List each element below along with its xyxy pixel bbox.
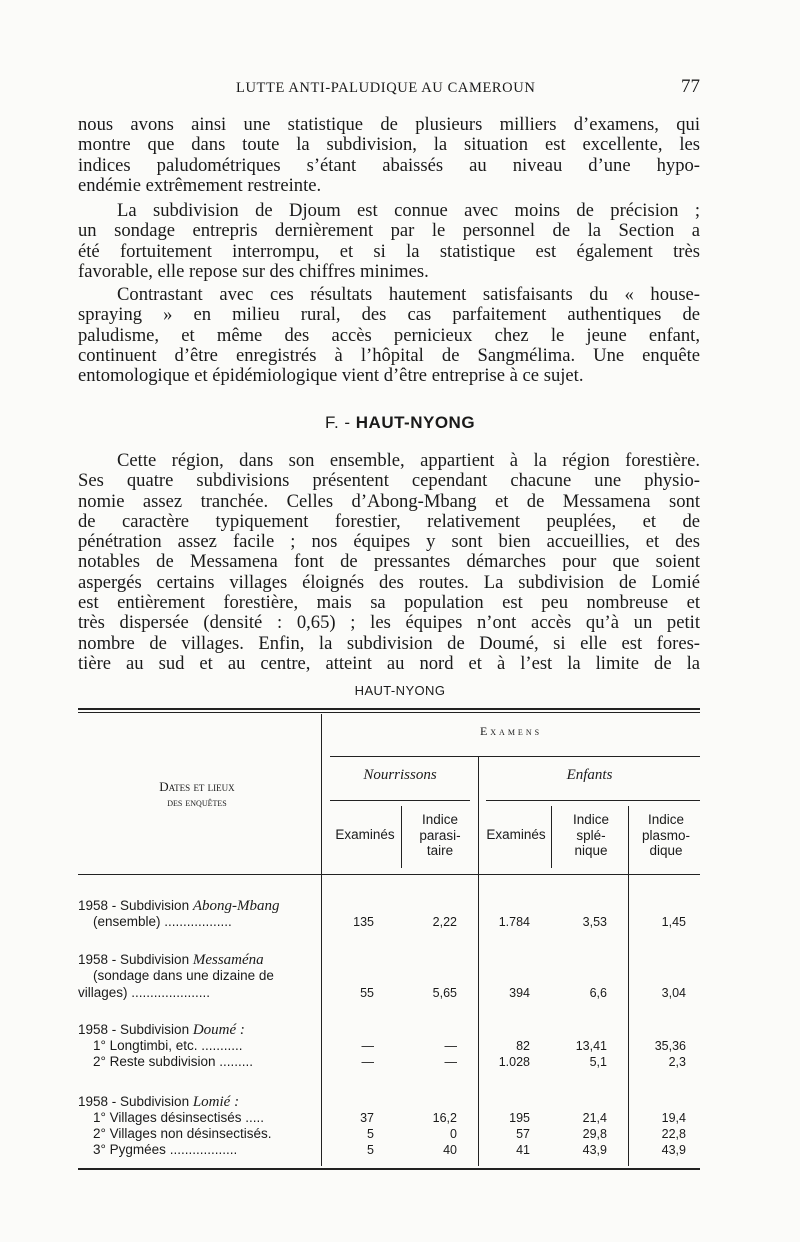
- row-label: 1° Villages désinsectisés .....: [93, 1110, 265, 1125]
- table-cell: 3,53: [582, 915, 607, 929]
- paragraph-1: [78, 115, 700, 196]
- text-line: Contrastant avec ces résultats hautement satisfaisants du « house-: [117, 284, 700, 305]
- text-line: entomologique et épidémiologique vient d’être entreprise à ce sujet.: [78, 365, 584, 387]
- row-label-text: 1° Villages désinsectisés: [93, 1110, 242, 1125]
- text-line: continuent d’être enregistrés à l’hôpital de Sangmélima. Une enquête: [78, 344, 700, 366]
- table-cell: 21,4: [582, 1111, 607, 1125]
- table-cell: 1,45: [661, 915, 686, 929]
- table-cell: 43,9: [582, 1143, 607, 1157]
- text-line: favorable, elle repose sur des chiffres minimes.: [78, 260, 429, 282]
- table-cell: 135: [353, 915, 374, 929]
- text-line: pénétration assez facile ; nos équipes y sont bien accueillies, et des: [78, 531, 700, 553]
- table-cell: 43,9: [661, 1143, 686, 1157]
- row-label: [78, 898, 279, 915]
- text-line: Cette région, dans son ensemble, appartient à la région forestière.: [117, 450, 700, 471]
- row-label-place: Lomié :: [192, 1094, 240, 1110]
- row-label-text: 1958 - Subdivision: [78, 1022, 193, 1037]
- text-line: est entièrement forestière, mais sa population est peu nombreuse et: [78, 592, 700, 614]
- text-line: aspergés certains villages éloignés des routes. La subdivision de Lomié: [78, 571, 700, 593]
- text-line: spraying » en milieu rural, des cas parfaitement authentiques de: [78, 304, 700, 326]
- header-line: splé-: [576, 827, 606, 843]
- col-examines-nourrissons: Examinés: [335, 827, 395, 842]
- text-line: La subdivision de Djoum est connue avec moins de précision ;: [117, 200, 700, 221]
- nourrissons-rule: [330, 800, 470, 801]
- table-cell: 29,8: [582, 1127, 607, 1141]
- row-label-text: 1° Longtimbi, etc.: [93, 1038, 198, 1053]
- header-line: nique: [574, 843, 608, 858]
- row-label-text: 1958 - Subdivision: [78, 952, 193, 967]
- col-examines-enfants: Examinés: [486, 827, 546, 842]
- text-line: Ses quatre subdivisions présentent cependant chacune une physio-: [78, 470, 700, 492]
- table-cell: 19,4: [661, 1111, 686, 1125]
- header-line: plasmo-: [641, 827, 690, 843]
- table-cell: 6,6: [589, 986, 607, 1000]
- paragraph-4: [78, 451, 700, 674]
- text-line: été fortuitement interrompu, et si la statistique est également très: [78, 240, 700, 262]
- examens-label: Examens: [479, 724, 543, 738]
- table-cell: 82: [516, 1039, 530, 1053]
- text-line: très dispersée (densité : 0,65) ; les équipes n’ont accès qu’à un petit: [78, 612, 700, 634]
- row-label-text: 3° Pygmées: [93, 1142, 166, 1157]
- row-label-place: Doumé :: [192, 1022, 245, 1038]
- table-cell: 41: [516, 1143, 530, 1157]
- table-cell: 5,1: [589, 1055, 607, 1069]
- stub-header: [78, 779, 316, 810]
- row-label-text: 1958 - Subdivision: [78, 898, 193, 913]
- table-cell: 2,3: [668, 1055, 686, 1069]
- table-cell: 57: [516, 1127, 530, 1141]
- header-line: Indice: [647, 812, 685, 827]
- table-top-rule: [78, 708, 700, 710]
- row-label: (ensemble) ..................: [93, 914, 232, 929]
- page-header: [0, 78, 800, 100]
- row-label: [78, 1094, 239, 1111]
- text-line: montre que dans toute la subdivision, la situation est excellente, les: [78, 134, 700, 156]
- table-cell: 0: [450, 1127, 457, 1141]
- header-line: parasi-: [419, 827, 461, 843]
- text-line: nous avons ainsi une statistique de plusieurs milliers d’examens, qui: [78, 114, 700, 135]
- table-cell: 1.028: [498, 1055, 530, 1069]
- section-heading: [0, 413, 800, 433]
- table-top-rule-2: [78, 712, 700, 713]
- row-label-place: Messaména: [192, 952, 264, 968]
- table-bottom-rule: [78, 1168, 700, 1170]
- table-title: HAUT-NYONG: [354, 683, 446, 698]
- row-label: (sondage dans une dizaine de: [93, 968, 274, 983]
- col-indice-plasmodique: [630, 812, 702, 859]
- table-cell: 3,04: [661, 986, 686, 1000]
- table-cell: 1.784: [498, 915, 530, 929]
- row-label: 3° Pygmées ..................: [93, 1142, 238, 1157]
- section-letter: F. -: [324, 413, 351, 432]
- table-cell: 16,2: [432, 1111, 457, 1125]
- row-label-text: (ensemble): [93, 914, 161, 929]
- page-number: 77: [681, 76, 700, 97]
- table-cell: 55: [360, 986, 374, 1000]
- table-cell: 5: [367, 1143, 374, 1157]
- text-line: nomie assez tranchée. Celles d’Abong-Mbang et de Messamena sont: [78, 490, 700, 512]
- enfants-header: Enfants: [566, 767, 613, 783]
- col-indice-parasitaire: [404, 812, 476, 859]
- row-label-text: villages): [78, 985, 128, 1000]
- table-cell: —: [444, 1055, 457, 1069]
- table-cell: 35,36: [654, 1039, 686, 1053]
- group-rule: [330, 756, 700, 757]
- table-cell: 195: [509, 1111, 530, 1125]
- text-line: notables de Messamena font de pressantes démarches pour que soient: [78, 551, 700, 573]
- paragraph-2: [78, 201, 700, 282]
- table-cell: 394: [509, 986, 530, 1000]
- row-label: villages) .....................: [78, 985, 211, 1000]
- table-cell: 5: [367, 1127, 374, 1141]
- enfants-rule: [486, 800, 700, 801]
- text-line: un sondage entrepris dernièrement par le personnel de la Section a: [78, 220, 700, 242]
- text-line: tière au sud et au centre, atteint au nord et à l’est la limite de la: [78, 652, 700, 674]
- row-label-place: Abong-Mbang: [192, 898, 280, 914]
- text-line: nombre de villages. Enfin, la subdivision de Doumé, si elle est fores-: [78, 632, 700, 654]
- section-name: HAUT-NYONG: [355, 413, 476, 432]
- row-label: 2° Reste subdivision .........: [93, 1054, 253, 1069]
- text-line: de caractère typiquement forestier, relativement peuplées, et de: [78, 510, 700, 532]
- header-bottom-rule: [78, 874, 700, 875]
- row-label: 2° Villages non désinsectisés.: [93, 1126, 272, 1141]
- col-indice-splenique: [553, 812, 629, 859]
- table-cell: —: [361, 1055, 374, 1069]
- table-cell: —: [444, 1039, 457, 1053]
- header-line: dique: [649, 843, 683, 858]
- stub-header-line: des enquêtes: [167, 795, 227, 809]
- row-label: [78, 952, 264, 969]
- header-line: Indice: [572, 812, 610, 827]
- row-label: [78, 1022, 245, 1039]
- header-line: Indice: [421, 812, 459, 827]
- running-title: LUTTE ANTI-PALUDIQUE AU CAMEROUN: [236, 80, 536, 96]
- nourrissons-enfants-divider: [478, 757, 479, 1166]
- table-cell: 22,8: [661, 1127, 686, 1141]
- examens-header: [322, 724, 700, 739]
- table-cell: —: [361, 1039, 374, 1053]
- text-line: indices paludométriques s’étant abaissés au niveau d’une hypo-: [78, 154, 700, 176]
- table-cell: 2,22: [432, 915, 457, 929]
- text-line: paludisme, et même des accès pernicieux chez le jeune enfant,: [78, 324, 700, 346]
- row-label-text: 1958 - Subdivision: [78, 1094, 193, 1109]
- text-line: endémie extrêmement restreinte.: [78, 174, 322, 196]
- header-line: taire: [426, 843, 454, 858]
- table-cell: 37: [360, 1111, 374, 1125]
- table-cell: 13,41: [575, 1039, 607, 1053]
- nourrissons-header: Nourrissons: [363, 767, 437, 783]
- row-label-text: 2° Reste subdivision: [93, 1054, 216, 1069]
- table-cell: 40: [443, 1143, 457, 1157]
- stub-header-line: Dates et lieux: [159, 779, 235, 794]
- paragraph-3: [78, 285, 700, 386]
- table-cell: 5,65: [432, 986, 457, 1000]
- row-label: 1° Longtimbi, etc. ...........: [93, 1038, 243, 1053]
